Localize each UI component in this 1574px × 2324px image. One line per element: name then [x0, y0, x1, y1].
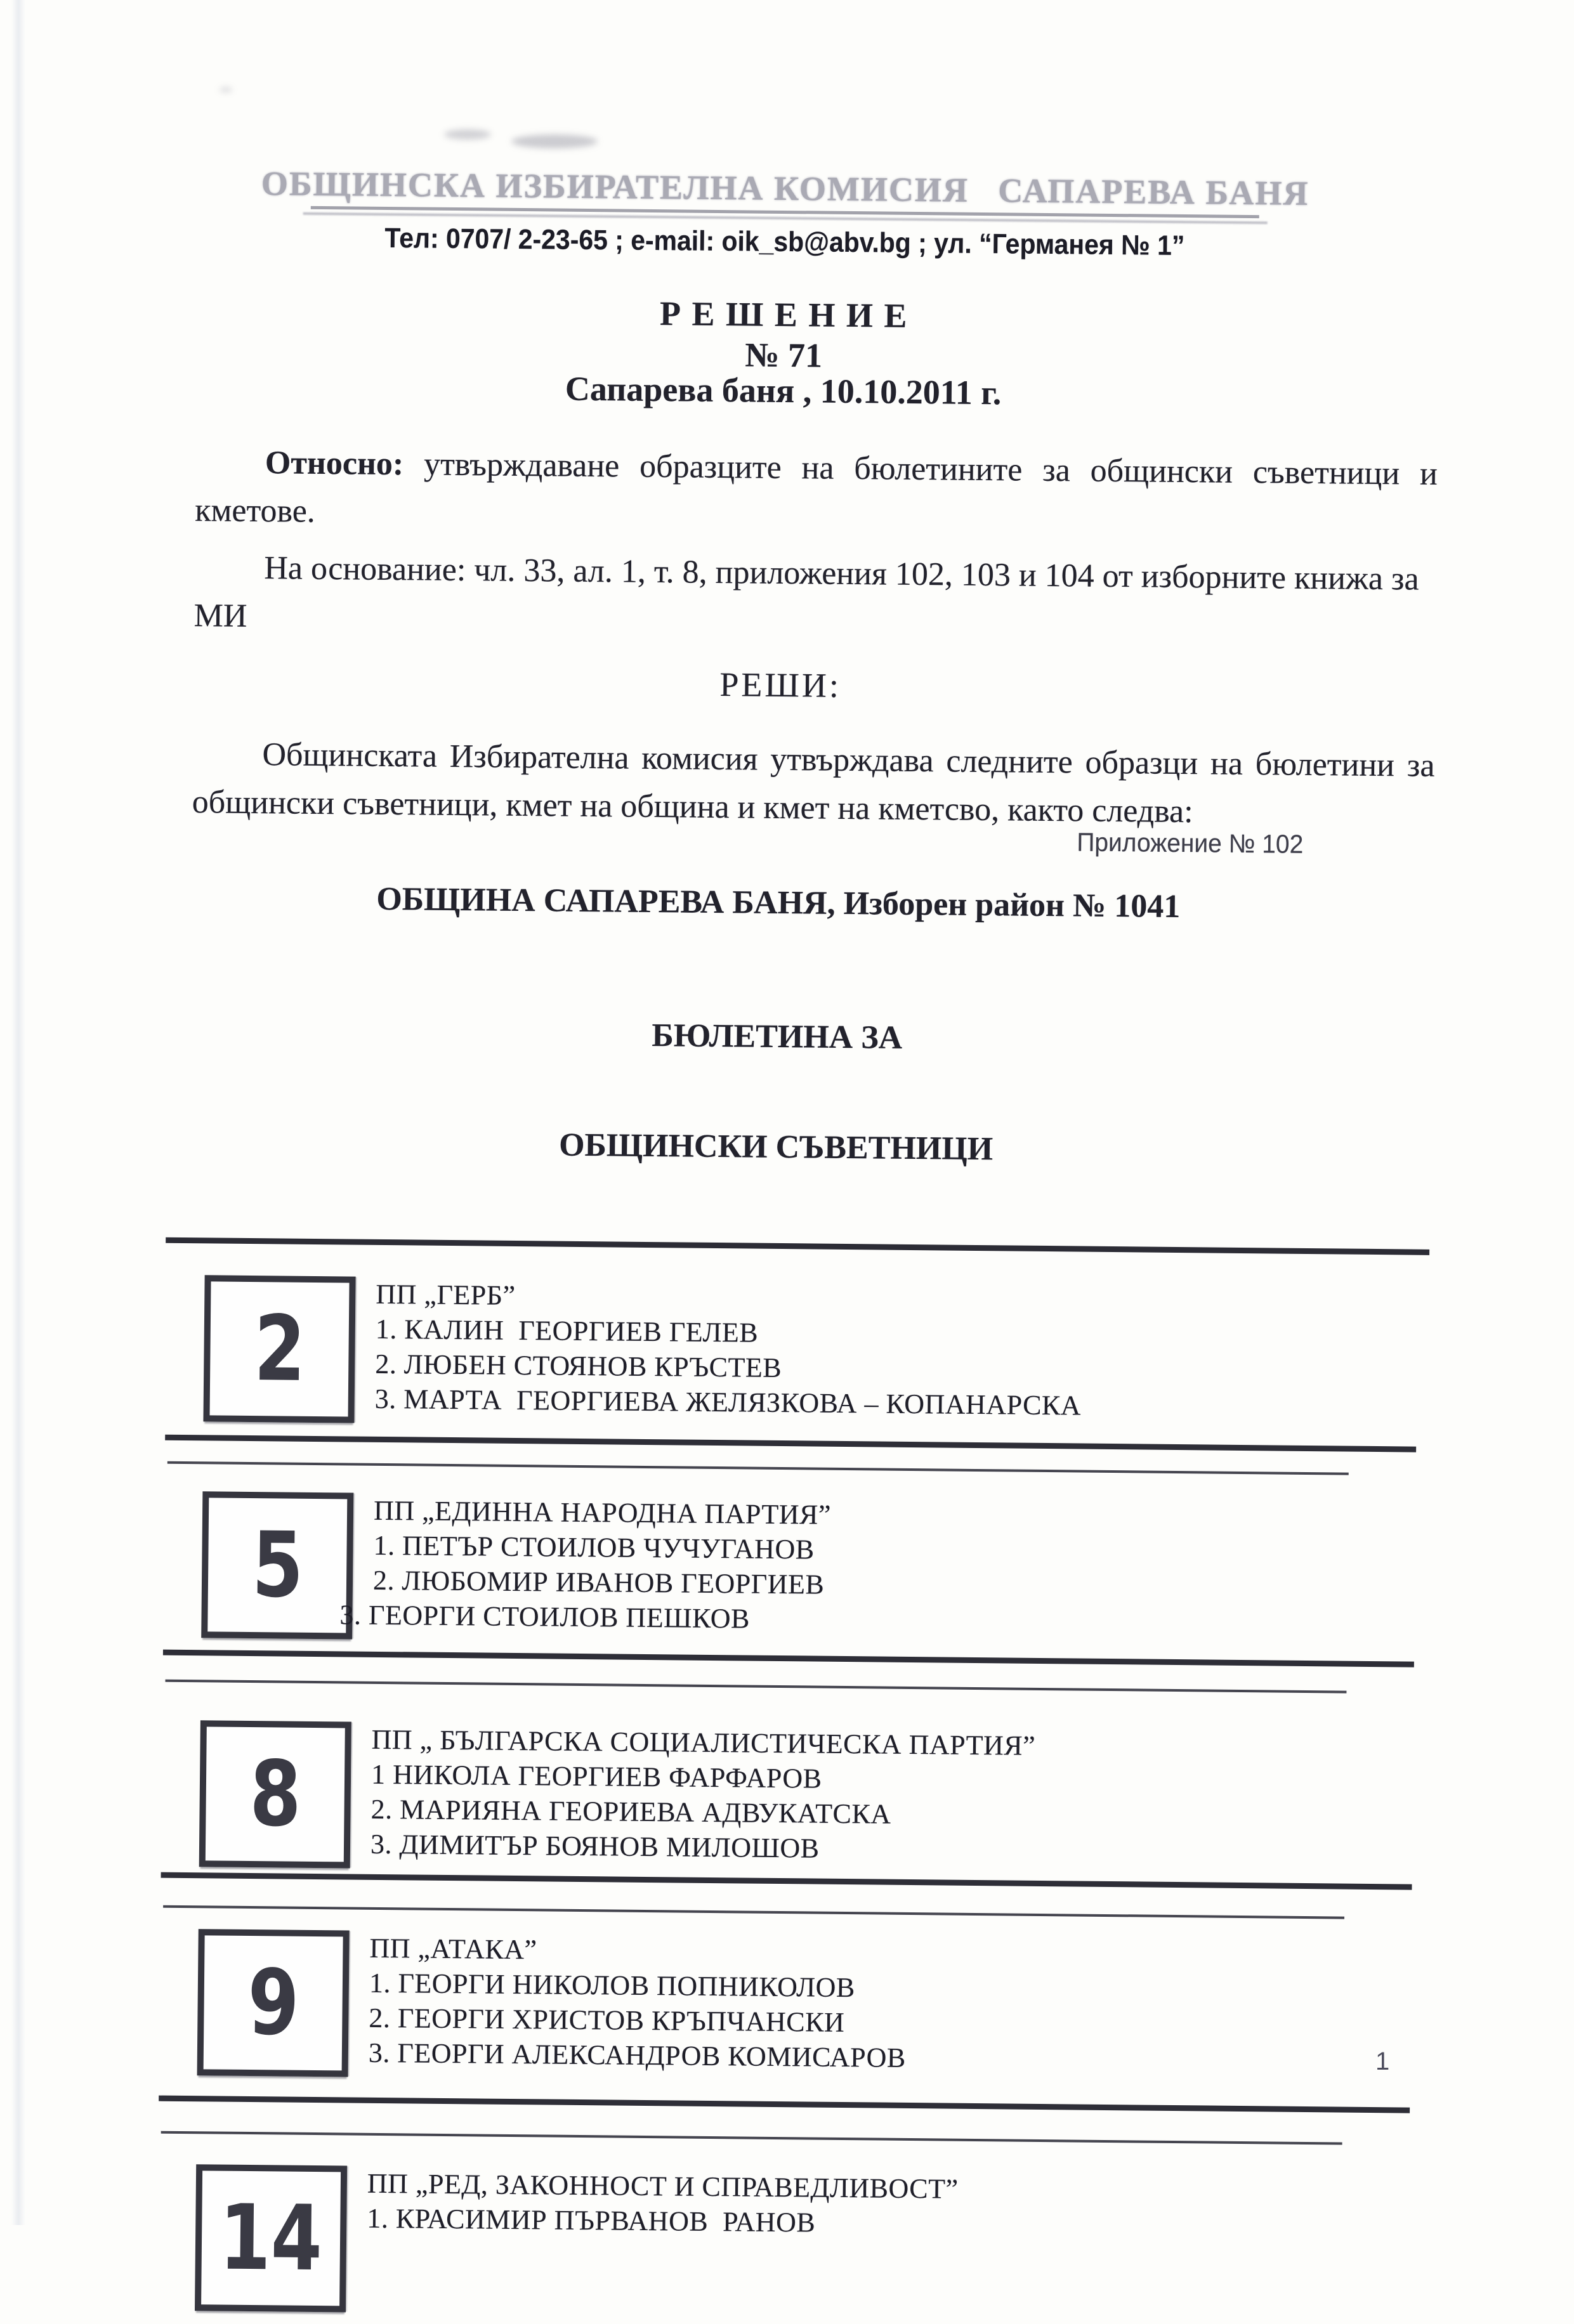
- candidate-line: 2. ЛЮБОМИР ИВАНОВ ГЕОРГИЕВ: [372, 1564, 825, 1600]
- letterhead-contact-line: Тел: 0707/ 2-23-65 ; e-mail: oik_sb@abv.bg ; ул. “Германея № 1”: [384, 222, 1185, 262]
- ballot-title-line2: ОБЩИНСКИ СЪВЕТНИЦИ: [558, 1126, 994, 1168]
- ballot-entry: [201, 1491, 1559, 1651]
- separator-line-thin: [166, 1680, 1347, 1694]
- party-number: 9: [247, 1950, 299, 2056]
- candidate-line: 3. ГЕОРГИ АЛЕКСАНДРОВ КОМИСАРОВ: [368, 2037, 906, 2073]
- legal-basis-line: На основание: чл. 33, ал. 1, т. 8, приложения 102, 103 и 104 от изборните книжа за: [264, 550, 1419, 597]
- candidate-line: 3. ГЕОРГИ СТОИЛОВ ПЕШКОВ: [339, 1599, 751, 1635]
- legal-basis-line: МИ: [193, 597, 247, 634]
- separator-line-thick: [159, 2096, 1410, 2113]
- party-number-box: [199, 1720, 351, 1868]
- operative-line: общински съветници, кмет на община и кмет на кметсво, както следва:: [192, 784, 1193, 830]
- separator-line-thick: [165, 1435, 1416, 1452]
- party-name: ПП „ЕДИННА НАРОДНА ПАРТИЯ”: [373, 1494, 832, 1531]
- party-number: 14: [219, 2185, 323, 2291]
- party-name: ПП „РЕД, ЗАКОННОСТ И СПРАВЕДЛИВОСТ”: [367, 2167, 959, 2205]
- resolved-heading: РЕШИ:: [719, 665, 842, 705]
- party-name: ПП „ БЪЛГАРСКА СОЦИАЛИСТИЧЕСКА ПАРТИЯ”: [371, 1723, 1036, 1761]
- candidate-line: 2. ГЕОРГИ ХРИСТОВ КРЪПЧАНСКИ: [369, 2002, 845, 2039]
- attachment-reference: Приложение № 102: [1077, 827, 1304, 859]
- municipality-heading: ОБЩИНА САПАРЕВА БАНЯ, Изборен район № 1041: [376, 880, 1181, 925]
- separator-line-thick: [163, 1650, 1414, 1668]
- candidate-line: 1. ПЕТЪР СТОИЛОВ ЧУЧУГАНОВ: [373, 1529, 815, 1565]
- decision-heading: Р Е Ш Е Н И Е: [659, 294, 908, 335]
- subject-text: утвърждаване образците на бюлетините за общински съветници и: [423, 446, 1438, 492]
- ballot-entry-text: [375, 1277, 1082, 1423]
- ballot-entry-text: [369, 1931, 907, 2075]
- candidate-line: 3. МАРТА ГЕОРГИЕВА ЖЕЛЯЗКОВА – КОПАНАРСКА: [374, 1383, 1082, 1421]
- separator-line-thin: [161, 2131, 1342, 2145]
- subject-line: кметове.: [194, 492, 316, 530]
- decision-place-date: Сапарева баня , 10.10.2011 г.: [565, 369, 1002, 412]
- party-number-box: [195, 2164, 347, 2312]
- candidate-line: 1. ГЕОРГИ НИКОЛОВ ПОПНИКОЛОВ: [369, 1967, 855, 2004]
- party-name: ПП „ГЕРБ”: [376, 1278, 516, 1311]
- ballot-entry: [197, 1929, 1556, 2089]
- page-number: 1: [1375, 2047, 1390, 2075]
- party-number-box: [201, 1491, 353, 1639]
- ballot-entry: [199, 1720, 1558, 1880]
- candidate-line: 2. ЛЮБЕН СТОЯНОВ КРЪСТЕВ: [375, 1348, 782, 1384]
- party-number-box: [197, 1929, 350, 2077]
- separator-line-thin: [167, 1461, 1349, 1475]
- subject-paragraph: [195, 438, 1438, 547]
- letterhead-org-name: ОБЩИНСКА ИЗБИРАТЕЛНА КОМИСИЯ САПАРЕВА БАНЯ: [261, 164, 1309, 212]
- ballot-title-line1: БЮЛЕТИНА ЗА: [652, 1017, 903, 1056]
- candidate-line: 3. ДИМИТЪР БОЯНОВ МИЛОШОВ: [370, 1828, 820, 1864]
- legal-basis-paragraph: [193, 544, 1436, 652]
- party-number-box: [203, 1275, 355, 1423]
- operative-line: Общинската Избирателна комисия утвърждава следните образци на бюлетини за: [262, 736, 1435, 784]
- ballot-title: [0, 937, 1565, 1247]
- party-number: 5: [251, 1512, 304, 1618]
- subject-label: Относно:: [265, 445, 404, 483]
- candidate-line: 1. КРАСИМИР ПЪРВАНОВ РАНОВ: [367, 2202, 816, 2238]
- candidate-line: 1. КАЛИН ГЕОРГИЕВ ГЕЛЕВ: [375, 1313, 759, 1348]
- ballot-entry-text: [367, 2166, 959, 2242]
- party-name: ПП „АТАКА”: [369, 1932, 537, 1966]
- ballot-entry-text: [339, 1493, 832, 1637]
- party-number: 8: [249, 1741, 302, 1847]
- ballot-entry: [203, 1275, 1561, 1435]
- separator-line-thin: [163, 1905, 1344, 1919]
- ballot-entry: [195, 2164, 1553, 2324]
- party-number: 2: [253, 1296, 306, 1402]
- candidate-line: 2. МАРИЯНА ГЕОРИЕВА АДВУКАТСКА: [371, 1793, 891, 1830]
- ballot-entry-text: [371, 1722, 1036, 1868]
- candidate-line: 1 НИКОЛА ГЕОРГИЕВ ФАРФАРОВ: [371, 1758, 822, 1794]
- decision-number: № 71: [744, 336, 823, 375]
